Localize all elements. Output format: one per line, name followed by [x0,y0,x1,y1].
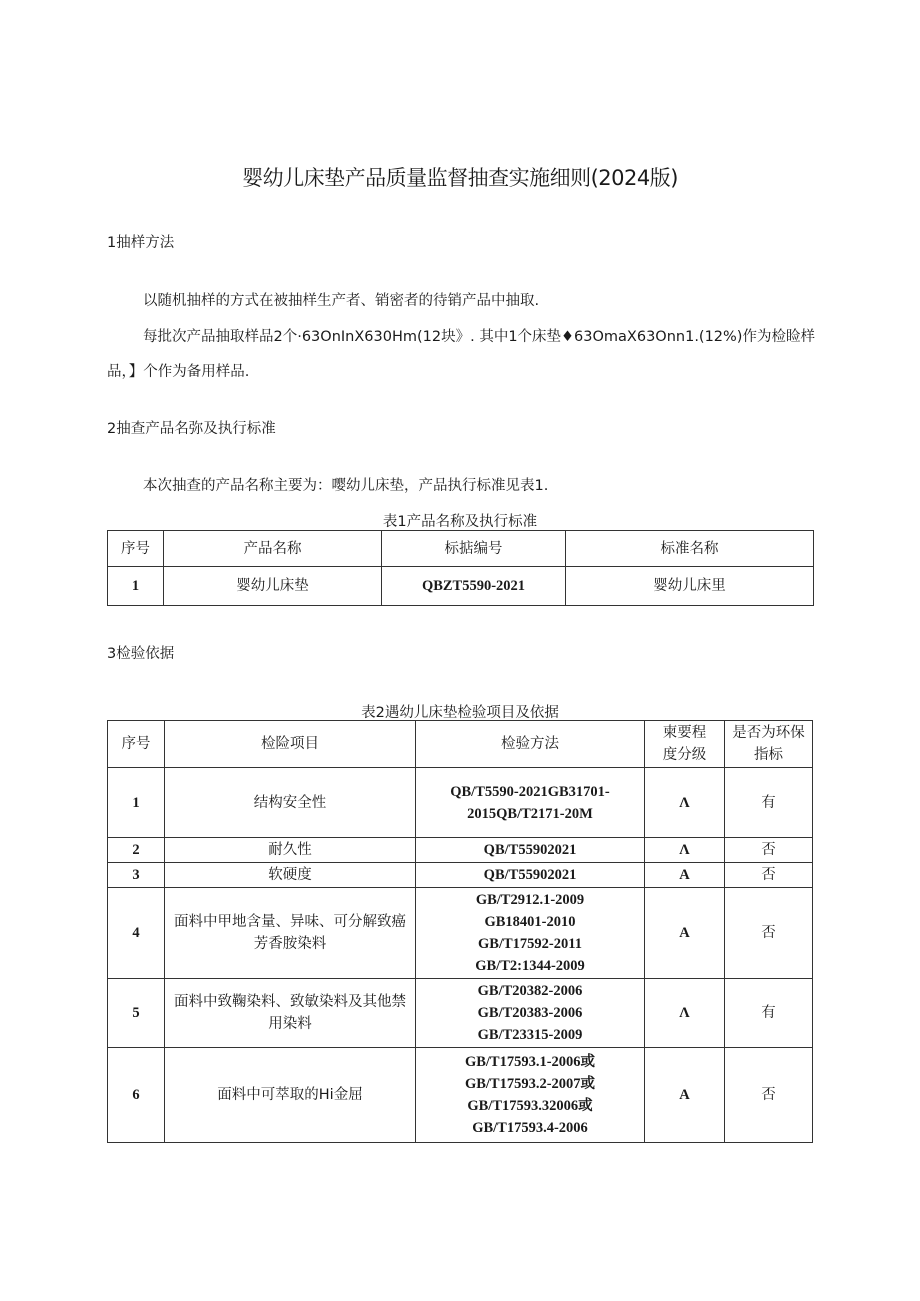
table-row [108,979,813,1048]
inspection-method [416,863,645,888]
method-line: GB/T2:1344-2009 [475,958,585,974]
method-line: GB/T17593.4-2006 [472,1120,588,1136]
table1-caption: 表1产品名称及执行标准 [382,514,538,530]
table2-header-cell: 检险项目 [165,721,416,768]
importance-grade: Λ [645,768,725,838]
sampling-paragraph-1: 以随机抽样的方式在被抽样生产者、销密者的待销产品中抽取. [143,293,540,309]
inspection-method [416,1048,645,1143]
table2-caption: 表2遇幼儿床垫检验项目及依据 [361,705,559,721]
section-heading-sampling: 1抽样方法 [107,235,175,251]
table2-header-row [108,721,813,768]
row-number: 6 [108,1048,165,1143]
row-number: 3 [108,863,165,888]
table2-header-cell: 序号 [108,721,165,768]
table-row [108,863,813,888]
sampling-paragraph-2-line-1: 每批次产品抽取样品2个·63OnInX630Hm(12块》. 其中1个床垫♦63OmaX63Onn1.(12%)作为检睑样 [143,329,815,345]
table2 [107,720,813,1143]
environmental-indicator: 否 [725,1048,813,1143]
row-number: 1 [108,768,165,838]
table-row [108,768,813,838]
method-line: QB/T55902021 [483,842,577,858]
page-title: 婴幼儿床垫产品质量监督抽查实施细则(2024版) [242,166,678,190]
method-line: GB/T23315-2009 [477,1027,583,1043]
inspection-item: 耐久性 [165,838,416,863]
section-heading-products: 2抽查产品名弥及执行标准 [107,421,276,437]
inspection-method [416,768,645,838]
table1-cell: QBZT5590-2021 [382,567,566,606]
table-row [108,838,813,863]
method-line: GB/T20382-2006 [477,983,583,999]
inspection-item: 面料中甲地含量、异味、可分解致癌芳香胺染料 [165,888,416,979]
row-number: 5 [108,979,165,1048]
environmental-indicator: 否 [725,863,813,888]
inspection-item: 结构安全性 [165,768,416,838]
table1-header-cell: 产品名称 [164,531,382,567]
table1-cell: 婴幼儿床垫 [164,567,382,606]
environmental-indicator: 否 [725,888,813,979]
importance-grade: A [645,888,725,979]
method-line: GB/T20383-2006 [477,1005,583,1021]
table-row [108,888,813,979]
products-paragraph: 本次抽查的产品名称主要为：嘤幼儿床垫，产品执行标准见表1. [143,478,549,494]
importance-grade: Λ [645,979,725,1048]
importance-grade: A [645,1048,725,1143]
table2-header-cell: 检验方法 [416,721,645,768]
inspection-item: 面料中致鞠染料、致敏染料及其他禁用染料 [165,979,416,1048]
inspection-method [416,979,645,1048]
method-line: QB/T55902021 [483,867,577,883]
table1 [107,530,814,606]
environmental-indicator: 有 [725,768,813,838]
method-line: GB/T17593.32006或 [467,1098,593,1114]
table1-cell: 婴幼儿床里 [566,567,814,606]
table1-header-cell: 标准名称 [566,531,814,567]
method-line: GB18401-2010 [484,914,576,930]
sampling-paragraph-2-line-2: 品，】个作为备用样品. [107,364,250,380]
table1-header-cell: 标掂编号 [382,531,566,567]
method-line: GB/T2912.1-2009 [475,892,585,908]
method-line: 2015QB/T2171-20M [467,805,593,822]
method-line: GB/T17593.1-2006或 [464,1054,596,1070]
table2-header-cell: 柬要程度分级 [645,721,725,768]
environmental-indicator: 否 [725,838,813,863]
environmental-indicator: 有 [725,979,813,1048]
row-number: 4 [108,888,165,979]
section-heading-basis: 3检验依据 [107,646,175,662]
method-line: GB/T17592-2011 [478,936,582,952]
row-number: 2 [108,838,165,863]
table1-header-cell: 序号 [108,531,164,567]
importance-grade: Λ [645,838,725,863]
importance-grade: A [645,863,725,888]
inspection-method [416,888,645,979]
method-line: QB/T5590-2021GB31701- [450,783,610,800]
table-row [108,567,814,606]
inspection-item: 软硬度 [165,863,416,888]
table2-header-cell: 是否为环保指标 [725,721,813,768]
table-row [108,1048,813,1143]
inspection-method [416,838,645,863]
inspection-item: 面料中可萃取的Hi金屈 [165,1048,416,1143]
method-line: GB/T17593.2-2007或 [464,1076,596,1092]
table1-cell: 1 [108,567,164,606]
table1-header-row [108,531,814,567]
